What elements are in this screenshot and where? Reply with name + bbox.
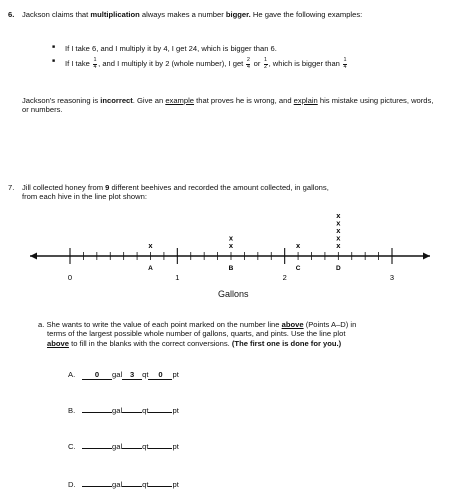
pt-unit: pt <box>172 406 179 415</box>
axis-arrow-right <box>423 253 430 260</box>
q6-number: 6. <box>8 10 15 19</box>
gal-unit: gal <box>112 442 123 451</box>
plot-x-mark: x <box>228 233 234 243</box>
fraction-one-fourth-2: $\frac{1}{4}$ <box>343 57 347 70</box>
answer-label: D. <box>68 480 76 489</box>
q6-reasoning: Jackson's reasoning is incorrect. Give an example that proves he is wrong, and explain his mistake using pictures, words, or numbers. <box>22 96 434 115</box>
plot-x-mark: x <box>228 241 234 250</box>
gal-blank[interactable] <box>82 448 112 449</box>
plot-x-mark: x <box>148 241 153 250</box>
qt-unit: qt <box>142 480 149 489</box>
axis-arrow-left <box>30 253 37 260</box>
pt-blank[interactable] <box>148 448 172 449</box>
qt-blank[interactable] <box>122 486 142 487</box>
answer-label: C. <box>68 442 76 451</box>
point-label-d: D <box>335 265 341 272</box>
tick-label: 2 <box>282 273 287 282</box>
pt-unit: pt <box>172 370 179 379</box>
q6-examples-list <box>52 44 432 70</box>
fraction-two-fourths: $\frac{2}{4}$ <box>246 57 250 70</box>
q6-intro-b: multiplication <box>90 10 140 19</box>
gal-unit: gal <box>112 480 123 489</box>
answer-label: B. <box>68 406 76 415</box>
pt-unit: pt <box>172 480 179 489</box>
tick-label: 3 <box>389 273 395 282</box>
q6-intro <box>22 10 442 19</box>
plot-x-mark: x <box>336 233 341 243</box>
qt-unit: qt <box>142 370 149 379</box>
answer-row-c <box>68 442 179 451</box>
gal-blank[interactable] <box>82 486 112 487</box>
qt-unit: qt <box>142 442 149 451</box>
pt-unit: pt <box>172 442 179 451</box>
fraction-one-half: $\frac{1}{2}$ <box>264 57 268 70</box>
plot-x-mark: x <box>336 211 341 220</box>
q7-number: 7. <box>8 183 15 192</box>
point-label-c: C <box>295 265 301 272</box>
point-label-b: B <box>228 265 234 272</box>
tick-label: 1 <box>175 273 180 282</box>
plot-x-mark: x <box>336 241 341 250</box>
point-label-a: A <box>148 265 153 272</box>
answer-row-d <box>68 480 179 489</box>
axis-label-gallons: Gallons <box>218 289 249 299</box>
gal-unit: gal <box>112 406 123 415</box>
q6-intro-c: always makes a number <box>141 10 224 19</box>
answer-row-a <box>68 370 179 380</box>
qt-blank[interactable]: 3 <box>122 370 142 380</box>
q6-example-1: ■ If I take 6, and I multiply it by 4, I get 24, which is bigger than 6. <box>52 44 432 53</box>
answer-row-b <box>68 406 179 415</box>
q7-text: Jill collected honey from 9 different beehives and recorded the amount collected, in gallons, from each hive in the line plot shown: <box>22 183 329 202</box>
gal-blank[interactable]: 0 <box>82 370 112 380</box>
gal-unit: gal <box>112 370 123 379</box>
plot-x-mark: x <box>336 226 341 235</box>
answer-label: A. <box>68 370 76 379</box>
pt-blank[interactable] <box>148 486 172 487</box>
q6-intro-d: bigger. <box>225 10 251 19</box>
line-plot-group <box>30 211 430 282</box>
pt-blank[interactable]: 0 <box>148 370 172 380</box>
q6-intro-a: Jackson claims that <box>22 10 89 19</box>
qt-blank[interactable] <box>122 412 142 413</box>
fraction-one-fourth: $\frac{1}{4}$ <box>93 57 97 70</box>
q6-intro-e: He gave the following examples: <box>252 10 363 19</box>
pt-blank[interactable] <box>148 412 172 413</box>
tick-label: 0 <box>67 273 73 282</box>
part-a-text: a. She wants to write the value of each point marked on the number line above (Points A–D) in terms of the largest possible whole number of gallons, quarts, and pints. Use the line plot above to fill in the blanks with the correct conversions. (The first one is done for you.) <box>38 320 357 348</box>
plot-x-mark: x <box>336 218 341 228</box>
qt-unit: qt <box>142 406 149 415</box>
gal-blank[interactable] <box>82 412 112 413</box>
plot-x-mark: x <box>295 241 301 250</box>
q6-example-2: ■ If I take $\frac{1}{4}$ , and I multiply it by 2 (whole number), I get $\frac{2}{4}$ or $\frac{1}{2}$ , which is bigger than $\frac{1}{4}$ <box>52 58 432 70</box>
qt-blank[interactable] <box>122 448 142 449</box>
